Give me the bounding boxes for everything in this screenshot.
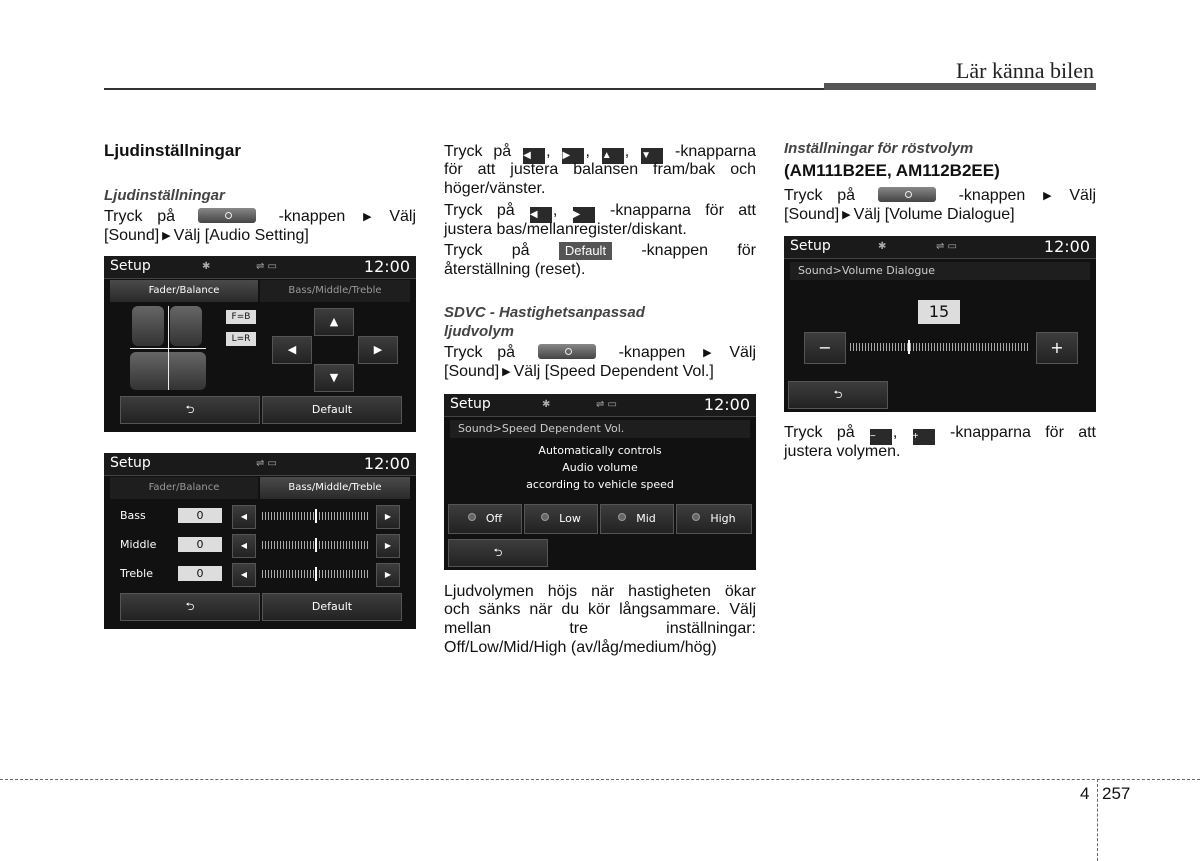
col2-p2-line1: Tryck på ◀ , ▶ -knapparna för att bbox=[444, 202, 756, 223]
setup-knob-icon bbox=[878, 187, 936, 202]
slider-thumb[interactable] bbox=[315, 567, 317, 581]
row-value: 0 bbox=[178, 508, 222, 523]
screen-title: Setup bbox=[110, 455, 151, 471]
col2-p1-line2: för att justera balansen fram/bak och bbox=[444, 161, 756, 178]
footer-rule bbox=[0, 779, 1200, 780]
bluetooth-icon: ✱ bbox=[542, 399, 551, 410]
radio-icon bbox=[541, 513, 549, 521]
col1-line2 bbox=[104, 227, 309, 245]
screen-title: Setup bbox=[450, 396, 491, 412]
status-bar bbox=[444, 394, 756, 417]
option-low[interactable] bbox=[524, 504, 598, 534]
text: Välj [Audio Setting] bbox=[173, 227, 309, 244]
down-button[interactable] bbox=[314, 364, 354, 392]
running-header: Lär känna bilen bbox=[955, 58, 1094, 83]
row-value: 0 bbox=[178, 537, 222, 552]
col2-p5-line4: Off/Low/Mid/High (av/låg/medium/hög) bbox=[444, 639, 717, 656]
arrow-right-icon: ▶ bbox=[502, 366, 511, 378]
tab-bass-middle-treble[interactable]: Bass/Middle/Treble bbox=[260, 280, 410, 302]
model-heading: (AM111B2EE, AM112B2EE) bbox=[784, 161, 1000, 180]
clock: 12:00 bbox=[1043, 237, 1090, 256]
arrow-down-icon: ▼ bbox=[641, 148, 663, 164]
section-heading: Ljudinställningar bbox=[104, 141, 241, 160]
text: -knapparna för att bbox=[949, 424, 1096, 441]
arrow-right-icon: ▶ bbox=[573, 207, 595, 223]
arrow-right-icon: ▶ bbox=[363, 211, 372, 223]
treble-slider[interactable] bbox=[262, 570, 368, 578]
arrow-right-icon: ▶ bbox=[562, 148, 584, 164]
arrow-right-icon: ▶ bbox=[384, 512, 392, 521]
page-number: 257 bbox=[1102, 784, 1131, 803]
decrease-button[interactable] bbox=[232, 534, 256, 558]
up-button[interactable] bbox=[314, 308, 354, 336]
row-label: Treble bbox=[120, 567, 153, 580]
back-icon: ⮌ bbox=[833, 388, 843, 401]
screen-fader-balance bbox=[104, 256, 416, 432]
arrow-left-icon: ◀ bbox=[287, 343, 297, 356]
text: Tryck på bbox=[444, 242, 530, 259]
chapter-number: 4 bbox=[1080, 784, 1090, 803]
increase-button[interactable] bbox=[376, 563, 400, 587]
option-mid[interactable] bbox=[600, 504, 674, 534]
col2-p3-line2: återställning (reset). bbox=[444, 261, 586, 278]
slider-thumb[interactable] bbox=[315, 509, 317, 523]
setup-knob-icon bbox=[198, 208, 256, 223]
right-button[interactable] bbox=[358, 336, 398, 364]
subheading: Ljudinställningar bbox=[104, 187, 225, 204]
text: Välj [Volume Dialogue] bbox=[853, 206, 1015, 223]
usb-icon: ⇌ ▭ bbox=[256, 261, 278, 272]
arrow-right-icon: ▶ bbox=[384, 570, 392, 579]
arrow-right-icon: ▶ bbox=[373, 343, 383, 356]
left-button[interactable] bbox=[272, 336, 312, 364]
minus-icon: − bbox=[870, 429, 892, 445]
text: Tryck på bbox=[444, 143, 512, 160]
volume-value: 15 bbox=[918, 300, 960, 324]
back-icon: ⮌ bbox=[493, 546, 503, 559]
col2-p1-line1: Tryck på ◀ , ▶ , ▲ , ▼ -knapparna bbox=[444, 143, 756, 164]
plus-icon: + bbox=[913, 429, 935, 445]
back-button[interactable] bbox=[120, 593, 260, 621]
voice-subheading: Inställningar för röstvolym bbox=[784, 140, 974, 157]
arrow-up-icon: ▲ bbox=[329, 315, 339, 328]
arrow-left-icon: ◀ bbox=[240, 541, 248, 550]
tab-fader-balance[interactable]: Fader/Balance bbox=[110, 477, 258, 499]
col3-p1-line1 bbox=[784, 187, 1096, 205]
tab-fader-balance[interactable]: Fader/Balance bbox=[110, 280, 258, 302]
fb-label: F=B bbox=[226, 310, 256, 324]
option-high[interactable] bbox=[676, 504, 752, 534]
tab-bass-middle-treble[interactable]: Bass/Middle/Treble bbox=[260, 477, 410, 499]
text: -knapparna för att bbox=[609, 202, 756, 219]
clock: 12:00 bbox=[363, 257, 410, 276]
arrow-left-icon: ◀ bbox=[530, 207, 552, 223]
text: Tryck på bbox=[444, 202, 515, 219]
row-label: Bass bbox=[120, 509, 146, 522]
bass-slider[interactable] bbox=[262, 512, 368, 520]
status-bar bbox=[784, 236, 1096, 259]
arrow-right-icon: ▶ bbox=[703, 347, 712, 359]
arrow-left-icon: ◀ bbox=[240, 512, 248, 521]
front-right-seat-icon bbox=[170, 306, 202, 346]
plus-button[interactable]: + bbox=[1036, 332, 1078, 364]
sdvc-subheading-line1: SDVC - Hastighetsanpassad bbox=[444, 304, 645, 321]
back-button[interactable] bbox=[120, 396, 260, 424]
col2-p5-line1: Ljudvolymen höjs när hastigheten ökar bbox=[444, 583, 756, 600]
radio-icon bbox=[618, 513, 626, 521]
option-label: High bbox=[710, 512, 736, 525]
screen-title: Setup bbox=[790, 238, 831, 254]
seat-diagram[interactable] bbox=[130, 306, 206, 390]
usb-icon: ⇌ ▭ bbox=[936, 241, 958, 252]
text: Tryck på bbox=[444, 344, 516, 361]
text: -knappen bbox=[958, 187, 1026, 204]
col2-p5-line3: mellan tre inställningar: bbox=[444, 620, 756, 637]
text: -knapparna bbox=[675, 143, 756, 160]
col2-p4-line1 bbox=[444, 344, 756, 362]
message-line2: Audio volume bbox=[562, 461, 638, 474]
screen-subtitle: Sound>Volume Dialogue bbox=[790, 262, 1090, 280]
status-bar bbox=[104, 453, 416, 476]
col3-p2-line2: justera volymen. bbox=[784, 443, 901, 460]
lr-label: L=R bbox=[226, 332, 256, 346]
volume-slider[interactable] bbox=[850, 343, 1030, 351]
arrow-right-icon: ▶ bbox=[842, 209, 851, 221]
text: [Sound] bbox=[104, 227, 160, 244]
slider-thumb[interactable] bbox=[315, 538, 317, 552]
arrow-left-icon: ◀ bbox=[523, 148, 545, 164]
text: -knappen bbox=[278, 208, 346, 225]
arrow-up-icon: ▲ bbox=[602, 148, 624, 164]
screen-bass-middle-treble bbox=[104, 453, 416, 629]
footer-divider bbox=[1097, 779, 1098, 861]
header-bar bbox=[824, 83, 1096, 90]
sdvc-subheading-line2: ljudvolym bbox=[444, 323, 515, 340]
decrease-button[interactable] bbox=[232, 563, 256, 587]
col2-p5-line2: och sänks när du kör långsammare. Välj bbox=[444, 601, 756, 618]
row-label: Middle bbox=[120, 538, 157, 551]
message-line1: Automatically controls bbox=[538, 444, 662, 457]
text: -knappen för bbox=[641, 242, 757, 259]
back-button[interactable] bbox=[448, 539, 548, 567]
slider-thumb[interactable] bbox=[908, 340, 910, 354]
text: [Sound] bbox=[784, 206, 840, 223]
text: Välj bbox=[389, 208, 416, 225]
col1-line1 bbox=[104, 208, 416, 226]
text: Tryck på bbox=[104, 208, 176, 225]
back-icon: ⮌ bbox=[185, 600, 195, 613]
col2-p2-line2: justera bas/mellanregister/diskant. bbox=[444, 221, 687, 238]
option-label: Mid bbox=[636, 512, 656, 525]
option-label: Low bbox=[559, 512, 581, 525]
setup-knob-icon bbox=[538, 344, 596, 359]
radio-icon bbox=[692, 513, 700, 521]
text: Välj bbox=[1069, 187, 1096, 204]
clock: 12:00 bbox=[363, 454, 410, 473]
front-left-seat-icon bbox=[132, 306, 164, 346]
back-button[interactable] bbox=[788, 381, 888, 409]
col3-p1-line2 bbox=[784, 206, 1015, 224]
text: Välj bbox=[729, 344, 756, 361]
text: Tryck på bbox=[784, 187, 856, 204]
increase-button[interactable] bbox=[376, 534, 400, 558]
text: Välj [Speed Dependent Vol.] bbox=[513, 363, 714, 380]
arrow-right-icon: ▶ bbox=[162, 230, 171, 242]
usb-icon: ⇌ ▭ bbox=[256, 458, 278, 469]
status-bar bbox=[104, 256, 416, 279]
header-rule bbox=[104, 88, 824, 90]
minus-button[interactable]: − bbox=[804, 332, 846, 364]
screen-title: Setup bbox=[110, 258, 151, 274]
fader-line bbox=[130, 348, 206, 349]
arrow-right-icon: ▶ bbox=[384, 541, 392, 550]
default-button-icon: Default bbox=[559, 242, 612, 260]
option-label: Off bbox=[485, 512, 503, 525]
clock: 12:00 bbox=[703, 395, 750, 414]
middle-slider[interactable] bbox=[262, 541, 368, 549]
col2-p3-line1 bbox=[444, 242, 756, 260]
arrow-down-icon: ▼ bbox=[329, 371, 339, 384]
default-button[interactable]: Default bbox=[262, 593, 402, 621]
message-line3: according to vehicle speed bbox=[526, 478, 674, 491]
row-value: 0 bbox=[178, 566, 222, 581]
text: [Sound] bbox=[444, 363, 500, 380]
increase-button[interactable] bbox=[376, 505, 400, 529]
screen-subtitle: Sound>Speed Dependent Vol. bbox=[450, 420, 750, 438]
back-icon: ⮌ bbox=[185, 403, 195, 416]
text: -knappen bbox=[618, 344, 686, 361]
radio-icon bbox=[468, 513, 476, 521]
option-off[interactable] bbox=[448, 504, 522, 534]
text: Tryck på bbox=[784, 424, 855, 441]
default-button[interactable]: Default bbox=[262, 396, 402, 424]
arrow-right-icon: ▶ bbox=[1043, 190, 1052, 202]
col2-p1-line3: höger/vänster. bbox=[444, 180, 546, 197]
col2-p4-line2 bbox=[444, 363, 714, 381]
screen-volume-dialogue bbox=[784, 236, 1096, 412]
screen-speed-dependent-vol bbox=[444, 394, 756, 570]
decrease-button[interactable] bbox=[232, 505, 256, 529]
bluetooth-icon: ✱ bbox=[202, 261, 211, 272]
arrow-left-icon: ◀ bbox=[240, 570, 248, 579]
col3-p2-line1: Tryck på − , + -knapparna för att bbox=[784, 424, 1096, 445]
bluetooth-icon: ✱ bbox=[878, 241, 887, 252]
usb-icon: ⇌ ▭ bbox=[596, 399, 618, 410]
